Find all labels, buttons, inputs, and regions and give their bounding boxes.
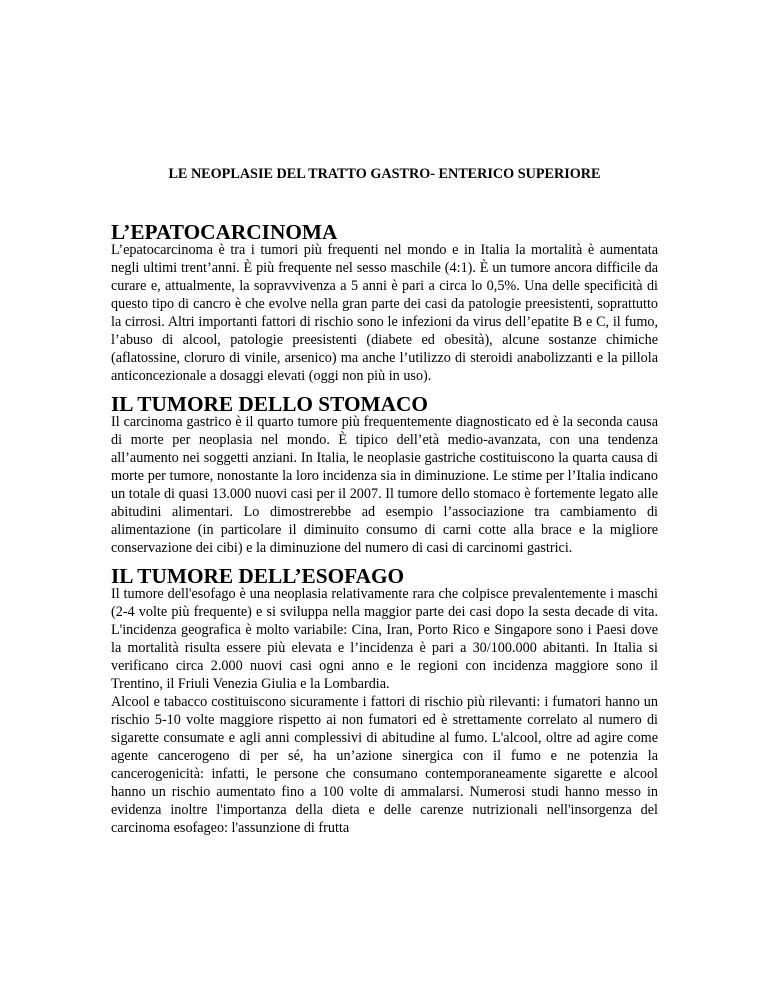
section-tumore-stomaco <box>111 392 658 557</box>
section-heading: IL TUMORE DELLO STOMACO <box>111 392 428 416</box>
section-heading: IL TUMORE DELL’ESOFAGO <box>111 564 405 588</box>
section-heading: L’EPATOCARCINOMA <box>111 220 338 244</box>
document-body <box>111 165 658 847</box>
document-title: LE NEOPLASIE DEL TRATTO GASTRO- ENTERICO SUPERIORE <box>168 166 601 182</box>
section-epatocarcinoma <box>111 220 658 385</box>
section-paragraph: L’epatocarcinoma è tra i tumori più frequenti nel mondo e in Italia la mortalità è aumentata negli ultimi trent’anni. È più frequente nel sesso maschile (4:1). È un tumore ancora difficile da curare e, attualmente, la sopravvivenza a 5 anni è pari a circa lo 0,5%. Una delle specificità di questo tipo di cancro è che evolve nella gran parte dei casi da patologie preesistenti, soprattutto la cirrosi. Altri importanti fattori di rischio sono le infezioni da virus dell’epatite B e C, il fumo, l’abuso di alcool, patologie preesistenti (diabete ed obesità), alcune sostanze chimiche (aflatossine, cloruro di vinile, arsenico) ma anche l’utilizzo di steroidi anabolizzanti e la pillola anticoncezionale a dosaggi elevati (oggi non più in uso). <box>111 242 658 384</box>
section-paragraph: Il carcinoma gastrico è il quarto tumore più frequentemente diagnosticato ed è la seconda causa di morte per neoplasia nel mondo. È tipico dell’età medio-avanzata, con una tendenza all’aumento nei soggetti anziani. In Italia, le neoplasie gastriche costituiscono la quarta causa di morte per tumore, nonostante la loro incidenza sia in diminuzione. Le stime per l’Italia indicano un totale di quasi 13.000 nuovi casi per il 2007. Il tumore dello stomaco è fortemente legato alle abitudini alimentari. Lo dimostrerebbe ad esempio l’associazione tra cambiamento di alimentazione (in particolare il diminuito consumo di carni cotte alla brace e la migliore conservazione dei cibi) e la diminuzione del numero di casi di carcinomi gastrici. <box>111 414 658 556</box>
section-paragraph: Alcool e tabacco costituiscono sicuramente i fattori di rischio più rilevanti: i fumatori hanno un rischio 5-10 volte maggiore rispetto ai non fumatori ed è strettamente correlato al numero di sigarette consumate e agli anni complessivi di abitudine al fumo. L'alcool, oltre ad agire come agente cancerogeno di per sé, ha un’azione sinergica con il fumo e ne potenzia la cancerogenicità: infatti, le persone che consumano contemporaneamente sigarette e alcool hanno un rischio aumentato fino a 100 volte di ammalarsi. Numerosi studi hanno messo in evidenza inoltre l'importanza della dieta e delle carenze nutrizionali nell'insorgenza del carcinoma esofageo: l'assunzione di frutta <box>111 694 658 836</box>
section-tumore-esofago <box>111 564 658 837</box>
section-paragraph: Il tumore dell'esofago è una neoplasia relativamente rara che colpisce prevalentemente i maschi (2-4 volte più frequente) e si sviluppa nella maggior parte dei casi dopo la sesta decade di vita. L'incidenza geografica è molto variabile: Cina, Iran, Porto Rico e Singapore sono i Paesi dove la mortalità risulta essere più elevata e l’incidenza è pari a 30/100.000 abitanti. In Italia si verificano circa 2.000 nuovi casi ogni anno e le regioni con incidenza maggiore sono il Trentino, il Friuli Venezia Giulia e la Lombardia. <box>111 586 658 692</box>
